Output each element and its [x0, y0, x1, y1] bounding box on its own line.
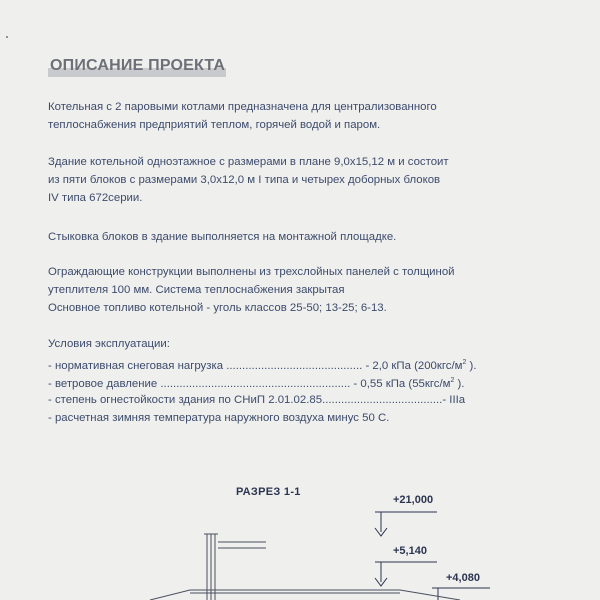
snow-load-text: - нормативная снеговая нагрузка ........................................... - 2,0 кПа (200кгс/м [48, 359, 463, 372]
roof-line [150, 590, 460, 600]
wind-pressure-exponent: 2 [450, 377, 455, 384]
condition-winter-temperature: - расчетная зимняя температура наружного воздуха минус 50 С. [48, 412, 390, 424]
text-line: теплоснабжения предприятий теплом, горячей водой и паром. [48, 119, 381, 131]
elevation-label-low: +4,080 [446, 572, 480, 584]
text-line: Котельная с 2 паровыми котлами предназначена для централизованного [48, 101, 437, 113]
wind-pressure-end: ). [454, 378, 465, 390]
elevation-label-mid: +5,140 [393, 545, 427, 557]
text-line: Здание котельной одноэтажное с размерами в плане 9,0х15,12 м и состоит [48, 156, 449, 168]
text-line: Основное топливо котельной - уголь классов 25-50; 13-25; 6-13. [48, 302, 387, 314]
elevation-marker-mid [375, 562, 437, 586]
snow-load-end: ). [466, 359, 477, 372]
condition-fire-resistance: - степень огнестойкости здания по СНиП 2.01.02.85......................................- IIIа [48, 393, 466, 406]
elevation-marker-top [375, 512, 437, 536]
page-heading: ОПИСАНИЕ ПРОЕКТА [50, 57, 226, 74]
wind-pressure-text: - ветровое давление ............................................................ - 0,55 кПа (55кгс/м [48, 378, 451, 390]
text-line: IV типа 672серии. [48, 192, 143, 204]
elevation-label-top: +21,000 [393, 494, 434, 506]
text-line: из пяти блоков с размерами 3,0х12,0 м I типа и четырех доборных блоков [48, 174, 441, 186]
elevation-marker-low [432, 588, 490, 600]
section-title: РАЗРЕЗ 1-1 [236, 486, 301, 498]
snow-load-exponent: 2 [462, 358, 467, 366]
text-line: утеплителя 100 мм. Система теплоснабжения закрытая [48, 284, 345, 296]
conditions-title: Условия эксплуатации: [48, 338, 170, 350]
text-line: Ограждающие конструкции выполнены из трехслойных панелей с толщиной [48, 266, 455, 278]
text-line: Стыковка блоков в здание выполняется на монтажной площадке. [48, 231, 397, 243]
